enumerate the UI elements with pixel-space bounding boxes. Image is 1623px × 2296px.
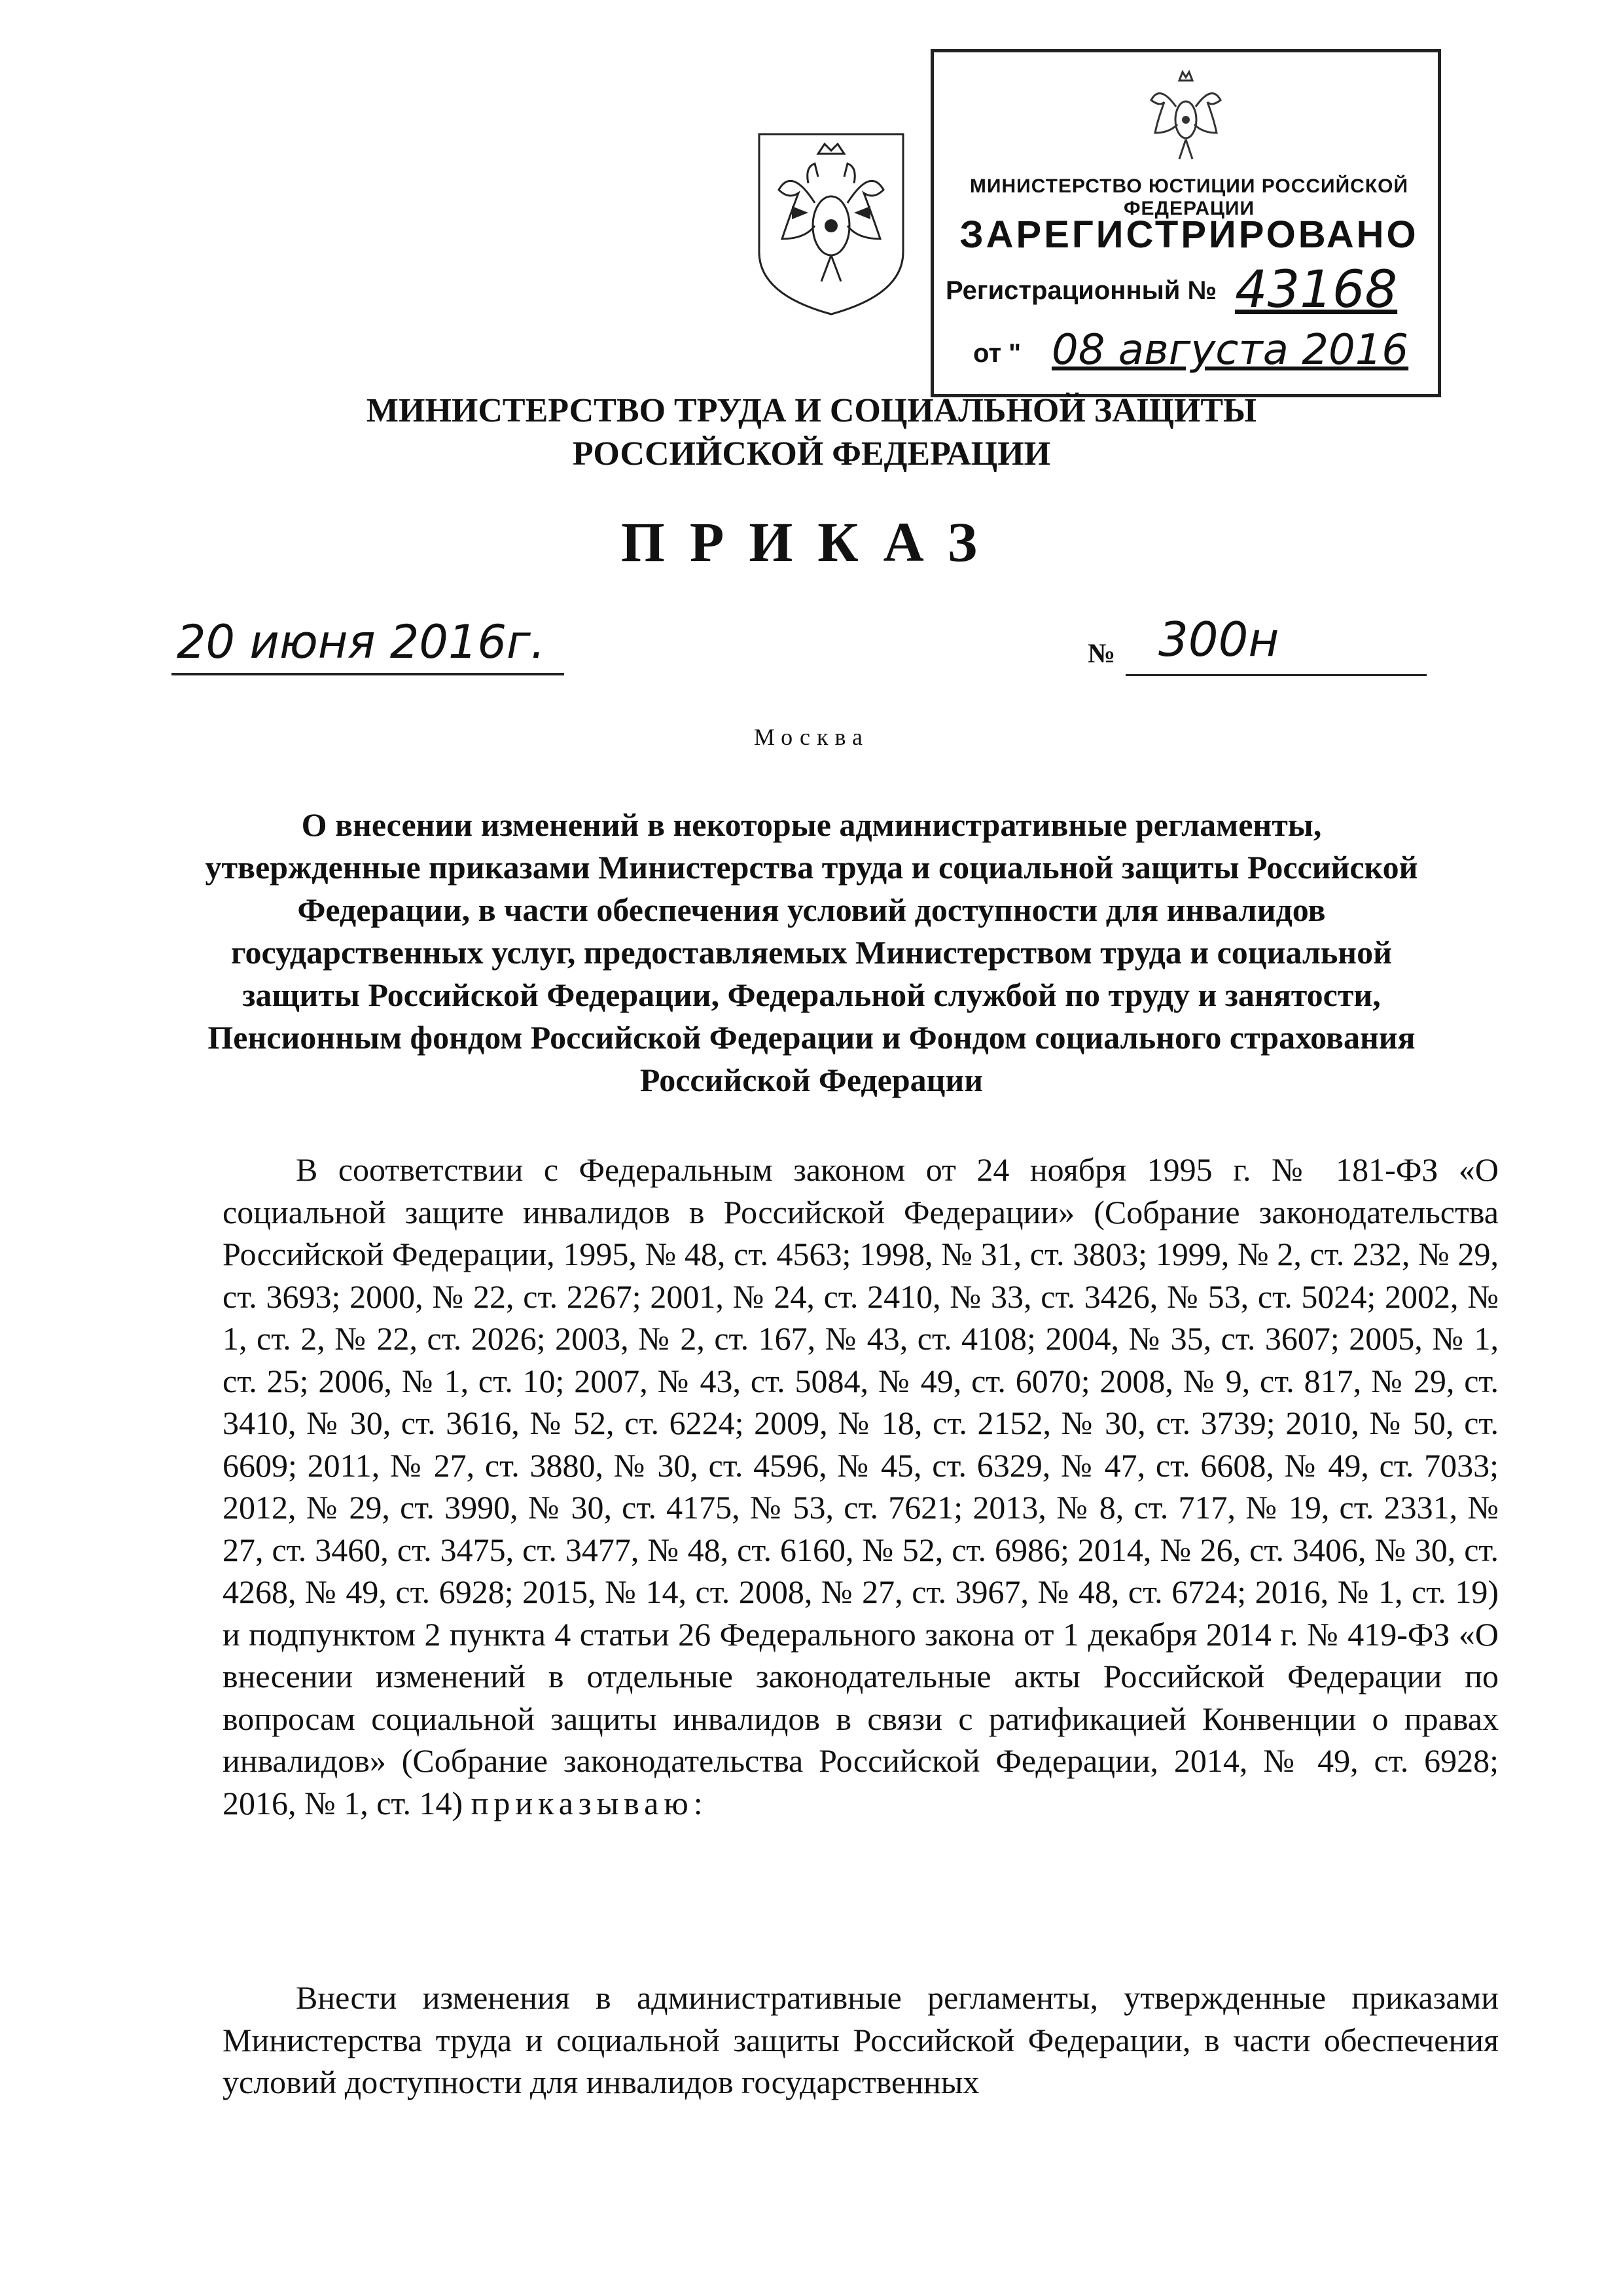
stamp-emblem-icon [1143,64,1228,169]
city-name: Москва [754,724,869,750]
stamp-registered-text: ЗАРЕГИСТРИРОВАНО [959,213,1419,256]
preamble-text: В соответствии с Федеральным законом от 24 ноября 1995 г. № 181-ФЗ «О социальной защите инвалидов в Российской Федерации» (Собрание законодательства Российской Федерации, 1995, № 48, ст. 4563; 1998, № 31, ст. 3803; 1999, № 2, ст. 232, № 29, ст. 3693; 2000, № 22, ст. 2267; 2001, № 24, ст. 2410, № 33, ст. 3426, № 53, ст. 5024; 2002, № 1, ст. 2, № 22, ст. 2026; 2003, № 2, ст. 167, № 43, ст. 4108; 2004, № 35, ст. 3607; 2005, № 1, ст. 25; 2006, № 1, ст. 10; 2007, № 43, ст. 5084, № 49, ст. 6070; 2008, № 9, ст. 817, № 29, ст. 3410, № 30, ст. 3616, № 52, ст. 6224; 2009, № 18, ст. 2152, № 30, ст. 3739; 2010, № 50, ст. 6609; 2011, № 27, ст. 3880, № 30, ст. 4596, № 45, ст. 6329, № 47, ст. 6608, № 49, ст. 7033; 2012, № 29, ст. 3990, № 30, ст. 4175, № 53, ст. 7621; 2013, № 8, ст. 717, № 19, ст. 2331, № 27, ст. 3460, ст. 3475, ст. 3477, № 48, ст. 6160, № 52, ст. 6986; 2014, № 26, ст. 3406, № 30, ст. 4268, № 49, ст. 6928; 2015, № 14, ст. 2008, № 27, ст. 3967, № 48, ст. 6724; 2016, № 1, ст. 19) и подпунктом 2 пункта 4 статьи 26 Федерального закона от 1 декабря 2014 г. № 419-ФЗ «О внесении изменений в отдельные законодательные акты Российской Федерации по вопросам социальной защиты инвалидов в связи с ратификацией Конвенции о правах инвалидов» (Собрание законодательства Российской Федерации, 2014, № 49, ст. 6928; 2016, № 1, ст. 14) [223,1151,1499,1821]
handwritten-number: 300н [1158,612,1279,667]
order-word: приказываю: [471,1784,708,1821]
stamp-registration-number: 43168 [1235,260,1398,319]
handwritten-date: 20 июня 2016г. [177,615,546,669]
number-label: № [1088,639,1116,669]
coat-of-arms-emblem [753,128,910,317]
order-title: О внесении изменений в некоторые административные регламенты, утвержденные приказами Министерства труда и социальной защиты Российской Федерации, в части обеспечения условий доступности для инвалидов государственных услуг, предоставляемых Министерством труда и социальной защиты Российской Федерации, Федеральной службой по труду и занятости, Пенсионным фондом Российской Федерации и Фондом социального страхования Российской Федерации [205,806,1418,1098]
stamp-registration-label: Регистрационный № [946,276,1217,305]
registration-stamp [931,49,1441,397]
stamp-from-label: от " [973,339,1022,368]
double-headed-eagle-icon [753,128,910,317]
order-paragraph: Внести изменения в административные регламенты, утвержденные приказами Министерства труда и социальной защиты Российской Федерации, в части обеспечения условий доступности для инвалидов государственных [223,1979,1499,2100]
ministry-line-2: РОССИЙСКОЙ ФЕДЕРАЦИИ [572,435,1051,473]
ministry-header [0,389,1623,476]
preamble-paragraph [223,1149,1499,1824]
stamp-registration-date: 08 августа 2016 [1052,326,1409,374]
stamp-ministry-text: МИНИСТЕРСТВО ЮСТИЦИИ РОССИЙСКОЙ ФЕДЕРАЦИИ [969,175,1409,219]
document-type-heading: ПРИКАЗ [620,511,1003,573]
ministry-line-1: МИНИСТЕРСТВО ТРУДА И СОЦИАЛЬНОЙ ЗАЩИТЫ [366,392,1257,429]
